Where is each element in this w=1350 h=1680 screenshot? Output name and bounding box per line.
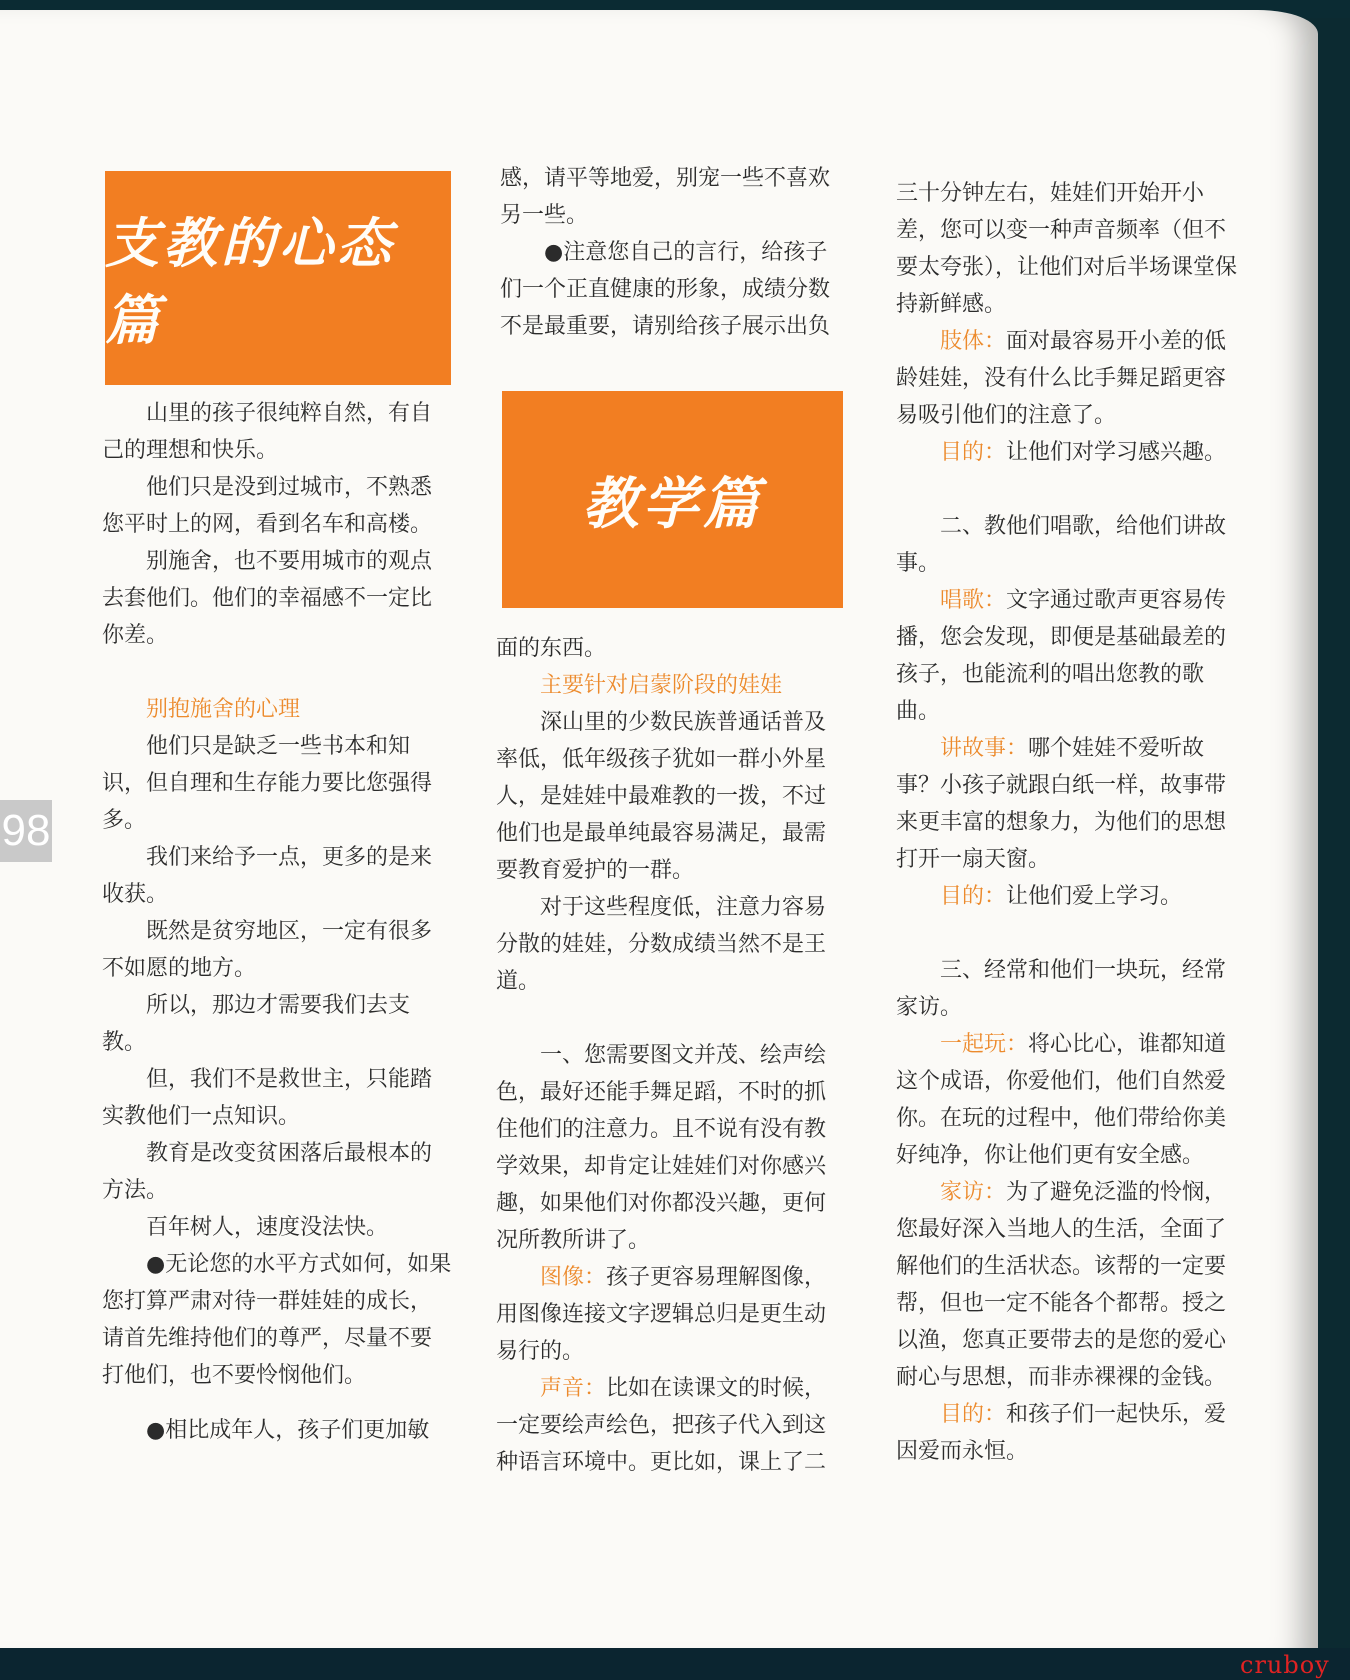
paragraph: 百年树人，速度没法快。 xyxy=(146,1215,389,1240)
paragraph: 深山里的少数民族普通话普及率低，低年级孩子犹如一群小外星人，是娃娃中最难教的一拨，不过他们也是最单纯最容易满足，最需要教育爱护的一群。 xyxy=(496,710,827,883)
paragraph: 对于这些程度低，注意力容易分散的娃娃，分数成绩当然不是王道。 xyxy=(496,895,827,994)
watermark: cruboy xyxy=(1240,1651,1330,1679)
column-2-top xyxy=(500,160,845,345)
paragraph-text: 哪个娃娃不爱听故事？小孩子就跟白纸一样，故事带来更丰富的想象力，为他们的思想打开一扇天窗。 xyxy=(896,736,1227,872)
column-3 xyxy=(896,175,1241,1470)
paragraph: 二、教他们唱歌，给他们讲故事。 xyxy=(896,514,1227,576)
keyword-label: 声音： xyxy=(540,1376,607,1401)
paragraph: 我们来给予一点，更多的是来收获。 xyxy=(102,845,433,907)
paragraph: 所以，那边才需要我们去支教。 xyxy=(102,993,411,1055)
paragraph: ●相比成年人，孩子们更加敏 xyxy=(146,1418,430,1443)
paragraph: ●注意您自己的言行，给孩子们一个正直健康的形象，成绩分数不是最重要，请别给孩子展示出负 xyxy=(500,240,831,339)
paragraph xyxy=(896,1026,1241,1174)
keyword-label: 肢体： xyxy=(940,329,1007,354)
paragraph xyxy=(896,1396,1241,1470)
keyword-label: 讲故事： xyxy=(940,736,1029,761)
paragraph: 既然是贫穷地区，一定有很多不如愿的地方。 xyxy=(102,919,433,981)
paragraph xyxy=(896,730,1241,878)
paragraph-text: 面对最容易开小差的低龄娃娃，没有什么比手舞足蹈更容易吸引他们的注意了。 xyxy=(896,329,1227,428)
bottom-edge xyxy=(0,1648,1350,1680)
page-number: 98 xyxy=(0,800,52,862)
paragraph: ●无论您的水平方式如何，如果您打算严肃对待一群娃娃的成长，请首先维持他们的尊严，尽量不要打他们，也不要怜悯他们。 xyxy=(102,1252,452,1388)
mindset-banner xyxy=(105,171,451,385)
mindset-banner-title: 支教的心态篇 xyxy=(105,211,395,352)
paragraph xyxy=(896,323,1241,434)
teaching-banner xyxy=(502,391,843,608)
paragraph: 一、您需要图文并茂、绘声绘色，最好还能手舞足蹈，不时的抓住他们的注意力。且不说有没有教学效果，却肯定让娃娃们对你感兴趣，如果他们对你都没兴趣，更何况所教所讲了。 xyxy=(496,1043,827,1253)
paragraph-text: 让他们爱上学习。 xyxy=(1006,884,1183,909)
paragraph: 教育是改变贫困落后最根本的方法。 xyxy=(102,1141,433,1203)
column-2-bottom xyxy=(496,630,841,1481)
keyword-label: 唱歌： xyxy=(940,588,1007,613)
paragraph xyxy=(896,582,1241,730)
paragraph: 感，请平等地爱，别宠一些不喜欢另一些。 xyxy=(500,166,831,228)
teaching-banner-title: 教学篇 xyxy=(582,470,763,537)
paragraph-text: 将心比心，谁都知道这个成语，你爱他们，他们自然爱你。在玩的过程中，他们带给你美好纯净，你让他们更有安全感。 xyxy=(896,1032,1227,1168)
paragraph: 别施舍，也不要用城市的观点去套他们。他们的幸福感不一定比你差。 xyxy=(102,549,433,648)
magazine-page xyxy=(0,10,1318,1655)
paragraph: 山里的孩子很纯粹自然，有自己的理想和快乐。 xyxy=(102,401,433,463)
paragraph: 他们只是缺乏一些书本和知识，但自理和生存能力要比您强得多。 xyxy=(102,734,433,833)
paragraph-text: 比如在读课文的时候，一定要绘声绘色，把孩子代入到这种语言环境中。更比如，课上了二 xyxy=(496,1376,827,1475)
paragraph-text: 孩子更容易理解图像，用图像连接文字逻辑总归是更生动易行的。 xyxy=(496,1265,827,1364)
paragraph: 但，我们不是救世主，只能踏实教他们一点知识。 xyxy=(102,1067,433,1129)
paragraph: 三、经常和他们一块玩，经常家访。 xyxy=(896,958,1227,1020)
paragraph xyxy=(496,1370,841,1481)
paragraph: 他们只是没到过城市，不熟悉您平时上的网，看到名车和高楼。 xyxy=(102,475,433,537)
paragraph xyxy=(896,1174,1241,1396)
keyword-label: 家访： xyxy=(940,1180,1007,1205)
paragraph: 三十分钟左右，娃娃们开始开小差，您可以变一种声音频率（但不要太夸张），让他们对后半场课堂保持新鲜感。 xyxy=(896,181,1238,317)
paragraph-text: 让他们对学习感兴趣。 xyxy=(1006,440,1227,465)
keyword-label: 目的： xyxy=(940,440,1007,465)
paragraph-text: 为了避免泛滥的怜悯，您最好深入当地人的生活，全面了解他们的生活状态。该帮的一定要帮，但也一定不能各个都帮。授之以渔，您真正要带去的是您的爱心耐心与思想，而非赤裸裸的金钱。 xyxy=(896,1180,1227,1390)
subheading: 别抱施舍的心理 xyxy=(146,697,301,722)
paragraph-text: 文字通过歌声更容易传播，您会发现，即便是基础最差的孩子，也能流利的唱出您教的歌曲。 xyxy=(896,588,1227,724)
column-1 xyxy=(102,395,452,1449)
keyword-label: 目的： xyxy=(940,884,1007,909)
subheading: 主要针对启蒙阶段的娃娃 xyxy=(540,673,783,698)
paragraph: 面的东西。 xyxy=(496,636,607,661)
paragraph-text: 和孩子们一起快乐，爱因爱而永恒。 xyxy=(896,1402,1227,1464)
keyword-label: 一起玩： xyxy=(940,1032,1029,1057)
paragraph xyxy=(896,878,1241,915)
keyword-label: 目的： xyxy=(940,1402,1007,1427)
paragraph xyxy=(496,1259,841,1370)
paragraph xyxy=(896,434,1241,471)
keyword-label: 图像： xyxy=(540,1265,607,1290)
